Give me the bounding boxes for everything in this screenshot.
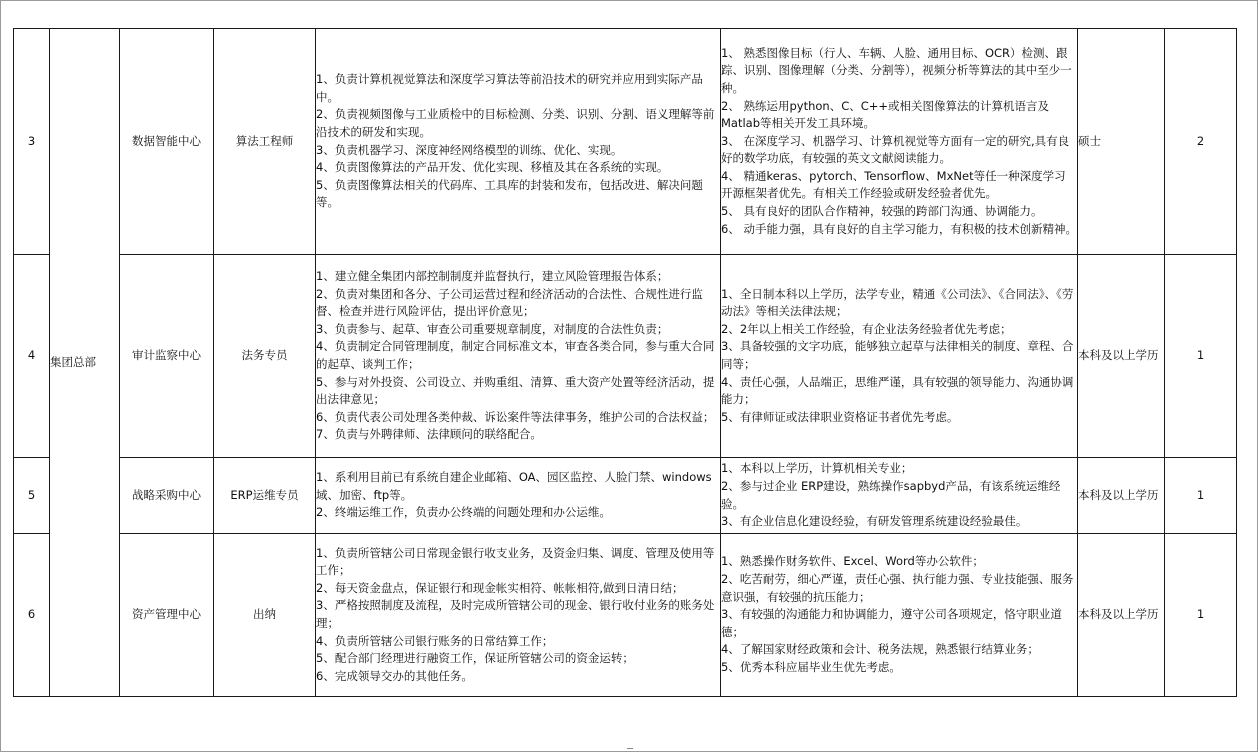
row-index: 4 [14,255,50,458]
requirement-item: 4、 精通keras、pytorch、Tensorflow、MxNet等任一种深度学习开源框架者优先。有相关工作经验或研发经验者优先。 [721,168,1066,201]
duties-cell [316,29,721,255]
requirement-item: 3、有较强的沟通能力和协调能力，遵守公司各项规定，恪守职业道德； [721,607,1062,639]
position-cell: 法务专员 [214,255,316,458]
education-cell: 本科及以上学历 [1078,458,1165,534]
requirements-cell [721,534,1078,697]
duty-item: 3、负责机器学习、深度神经网络模型的训练、优化、实现。 [316,142,623,157]
duty-item: 2、负责对集团和各分、子公司运营过程和经济活动的合法性、合规性进行监督、检查并进行风险评估，提出评价意见； [316,286,703,319]
requirement-item: 3、 在深度学习、机器学习、计算机视觉等方面有一定的研究,具有良好的数学功底，有较强的英文文献阅读能力。 [721,133,1070,166]
headcount-cell: 1 [1165,255,1237,458]
requirement-item: 5、优秀本科应届毕业生优先考虑。 [721,659,901,674]
requirement-item: 4、责任心强，人品端正，思维严谨，具有较强的领导能力、沟通协调能力； [721,374,1074,407]
requirements-cell [721,29,1078,255]
duty-item: 5、配合部门经理进行融资工作，保证所管辖公司的资金运转； [316,651,634,666]
duty-item: 1、系利用目前已有系统自建企业邮箱、OA、园区监控、人脸门禁、windows域、加密、ftp等。 [316,470,712,502]
department-cell: 审计监察中心 [120,255,214,458]
duty-item: 4、负责所管辖公司银行账务的日常结算工作； [316,633,554,648]
parent-department-cell: 集团总部 [50,29,120,697]
duty-item: 7、负责与外聘律师、法律顾问的联络配合。 [316,427,542,442]
requirements-cell [721,458,1078,534]
duty-item: 5、参与对外投资、公司设立、并购重组、清算、重大资产处置等经济活动，提出法律意见； [316,374,715,407]
requirement-item: 1、 熟悉图像目标（行人、车辆、人脸、通用目标、OCR）检测、跟踪、识别、图像理解（分类、分割等），视频分析等算法的其中至少一种。 [721,45,1072,95]
requirement-item: 4、了解国家财经政策和会计、税务法规，熟悉银行结算业务； [721,642,1039,657]
requirement-item: 5、有律师证或法律职业资格证书者优先考虑。 [721,409,959,424]
headcount-cell: 2 [1165,29,1237,255]
table-row [14,534,1237,697]
duty-item: 2、终端运维工作，负责办公终端的问题处理和办公运维。 [316,505,611,520]
duty-item: 4、负责图像算法的产品开发、优化实现、移植及其在各系统的实现。 [316,160,669,175]
duty-item: 1、负责计算机视觉算法和深度学习算法等前沿技术的研究并应用到实际产品中。 [316,72,703,104]
duty-item: 6、完成领导交办的其他任务。 [316,668,473,683]
job-table [13,28,1237,697]
duty-item: 3、负责参与、起草、审查公司重要规章制度，对制度的合法性负责； [316,321,669,336]
row-index: 5 [14,458,50,534]
row-index: 6 [14,534,50,697]
requirement-item: 2、参与过企业 ERP建设，熟练操作sapbyd产品，有该系统运维经验。 [721,478,1061,511]
requirement-item: 6、 动手能力强，具有良好的自主学习能力，有积极的技术创新精神。 [721,221,1077,236]
duty-item: 6、负责代表公司处理各类仲裁、诉讼案件等法律事务，维护公司的合法权益； [316,409,715,424]
duty-item: 2、负责视频图像与工业质检中的目标检测、分类、识别、分割、语义理解等前沿技术的研发和实现。 [316,107,715,139]
duty-item: 3、严格按照制度及流程，及时完成所管辖公司的现金、银行收付业务的账务处理； [316,598,715,630]
table-row [14,255,1237,458]
requirement-item: 1、本科以上学历，计算机相关专业； [721,461,913,476]
duties-cell [316,534,721,697]
requirement-item: 1、熟悉操作财务软件、Excel、Word等办公软件； [721,554,984,569]
requirement-item: 2、2年以上相关工作经验，有企业法务经验者优先考虑； [721,321,1012,336]
duty-item: 5、负责图像算法相关的代码库、工具库的封装和发布，包括改进、解决问题等。 [316,177,703,210]
requirement-item: 3、具备较强的文字功底，能够独立起草与法律相关的制度、章程、合同等； [721,339,1074,371]
position-cell: 算法工程师 [214,29,316,255]
duty-item: 2、每天资金盘点，保证银行和现金帐实相符、帐帐相符,做到日清日结； [316,580,684,595]
duty-item: 1、负责所管辖公司日常现金银行收支业务，及资金归集、调度、管理及使用等工作； [316,545,715,578]
requirement-item: 3、有企业信息化建设经验，有研发管理系统建设经验最佳。 [721,514,1028,529]
department-cell: 资产管理中心 [120,534,214,697]
education-cell: 硕士 [1078,29,1165,255]
duty-item: 1、建立健全集团内部控制制度并监督执行，建立风险管理报告体系； [316,269,669,284]
duties-cell [316,255,721,458]
row-index: 3 [14,29,50,255]
requirement-item: 1、全日制本科以上学历，法学专业，精通《公司法》、《合同法》、《劳动法》等相关法律法规； [721,286,1074,319]
education-cell: 本科及以上学历 [1078,534,1165,697]
headcount-cell: 1 [1165,458,1237,534]
table-row [14,29,1237,255]
page-edge-mark [627,748,633,749]
department-cell: 数据智能中心 [120,29,214,255]
table-row [14,458,1237,534]
duties-cell [316,458,721,534]
requirements-cell [721,255,1078,458]
position-cell: 出纳 [214,534,316,697]
education-cell: 本科及以上学历 [1078,255,1165,458]
requirement-item: 2、 熟练运用python、C、C++或相关图像算法的计算机语言及Matlab等相关开发工具环境。 [721,98,1050,131]
position-cell: ERP运维专员 [214,458,316,534]
requirement-item: 5、 具有良好的团队合作精神，较强的跨部门沟通、协调能力。 [721,204,1043,219]
requirement-item: 2、吃苦耐劳，细心严谨，责任心强、执行能力强、专业技能强、服务意识强，有较强的抗压能力； [721,572,1074,604]
duty-item: 4、负责制定合同管理制度，制定合同标准文本，审查各类合同，参与重大合同的起草、谈判工作； [316,339,715,371]
department-cell: 战略采购中心 [120,458,214,534]
headcount-cell: 1 [1165,534,1237,697]
